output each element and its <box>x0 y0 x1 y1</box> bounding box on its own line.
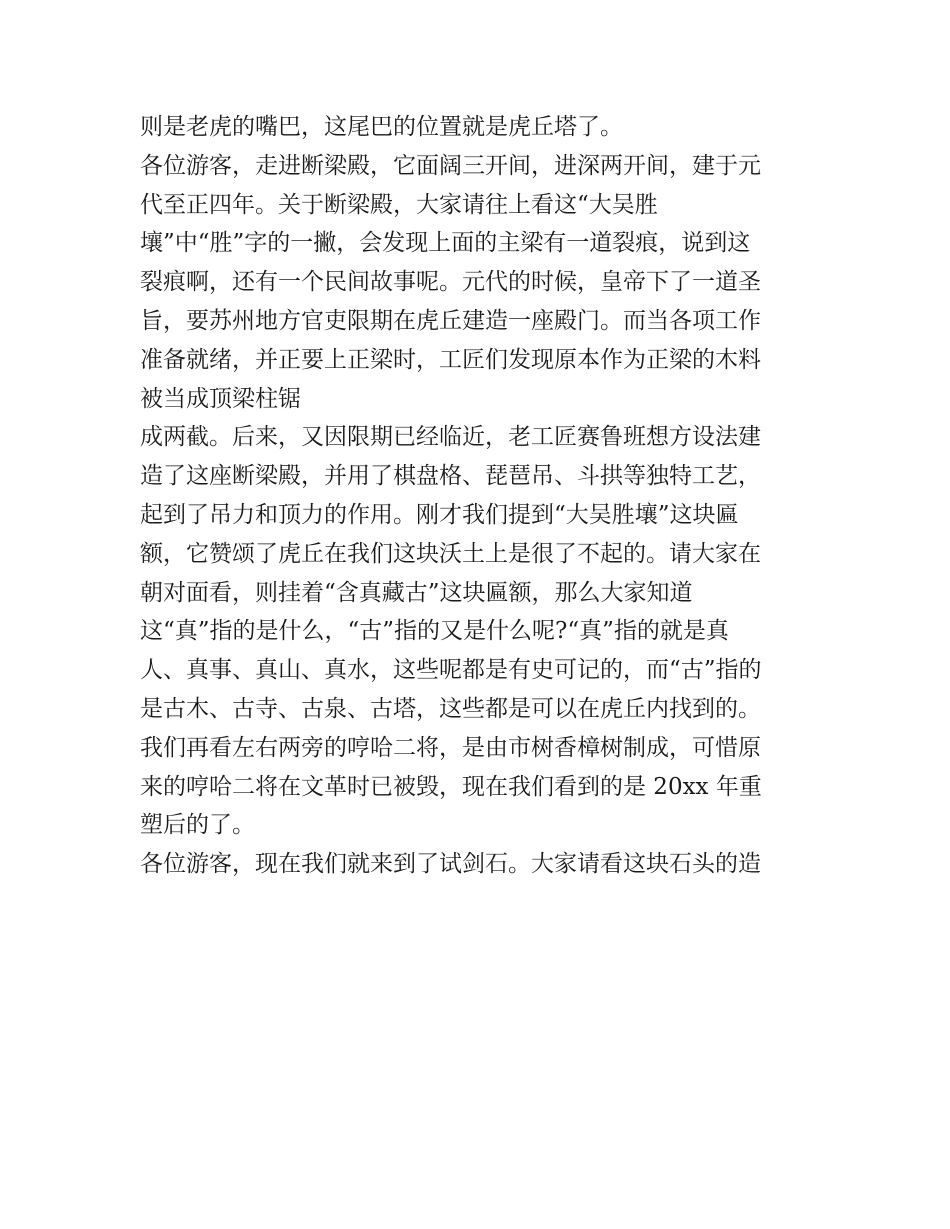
text-line: 造了这座断梁殿，并用了棋盘格、琵琶吊、斗拱等独特工艺， <box>140 463 761 490</box>
text-line: 塑后的了。 <box>140 812 255 839</box>
text-line: 代至正四年。关于断梁殿，大家请往上看这“大吴胜 <box>140 191 658 218</box>
text-line: 被当成顶梁柱锯 <box>140 385 301 412</box>
text-line: 各位游客，走进断梁殿，它面阔三开间，进深两开间，建于元 <box>140 152 761 179</box>
text-line: 额，它赞颂了虎丘在我们这块沃土上是很了不起的。请大家在 <box>140 540 761 567</box>
text-line: 则是老虎的嘴巴，这尾巴的位置就是虎丘塔了。 <box>140 114 623 140</box>
text-line: 朝对面看，则挂着“含真藏古”这块匾额，那么大家知道 <box>140 579 693 606</box>
text-line: 人、真事、真山、真水，这些呢都是有史可记的，而“古”指的 <box>140 657 762 684</box>
body-text <box>140 108 820 884</box>
text-line: 各位游客，现在我们就来到了试剑石。大家请看这块石头的造 <box>140 851 761 878</box>
text-line: 准备就绪，并正要上正梁时，工匠们发现原本作为正梁的木料 <box>140 346 761 373</box>
text-line: 是古木、古寺、古泉、古塔，这些都是可以在虎丘内找到的。 <box>140 695 761 722</box>
text-line: 壤”中“胜”字的一撇，会发现上面的主梁有一道裂痕，说到这 <box>140 230 751 257</box>
text-line: 成两截。后来，又因限期已经临近，老工匠赛鲁班想方设法建 <box>140 424 761 451</box>
text-line: 这“真”指的是什么，“古”指的又是什么呢?“真”指的就是真 <box>140 618 729 645</box>
text-line: 我们再看左右两旁的哼哈二将，是由市树香樟树制成，可惜原 <box>140 734 761 761</box>
text-line: 裂痕啊，还有一个民间故事呢。元代的时候，皇帝下了一道圣 <box>140 269 761 296</box>
text-line: 旨，要苏州地方官吏限期在虎丘建造一座殿门。而当各项工作 <box>140 307 761 334</box>
text-line: 来的哼哈二将在文革时已被毁，现在我们看到的是 20xx 年重 <box>140 773 762 800</box>
text-line: 起到了吊力和顶力的作用。刚才我们提到“大吴胜壤”这块匾 <box>140 501 739 528</box>
